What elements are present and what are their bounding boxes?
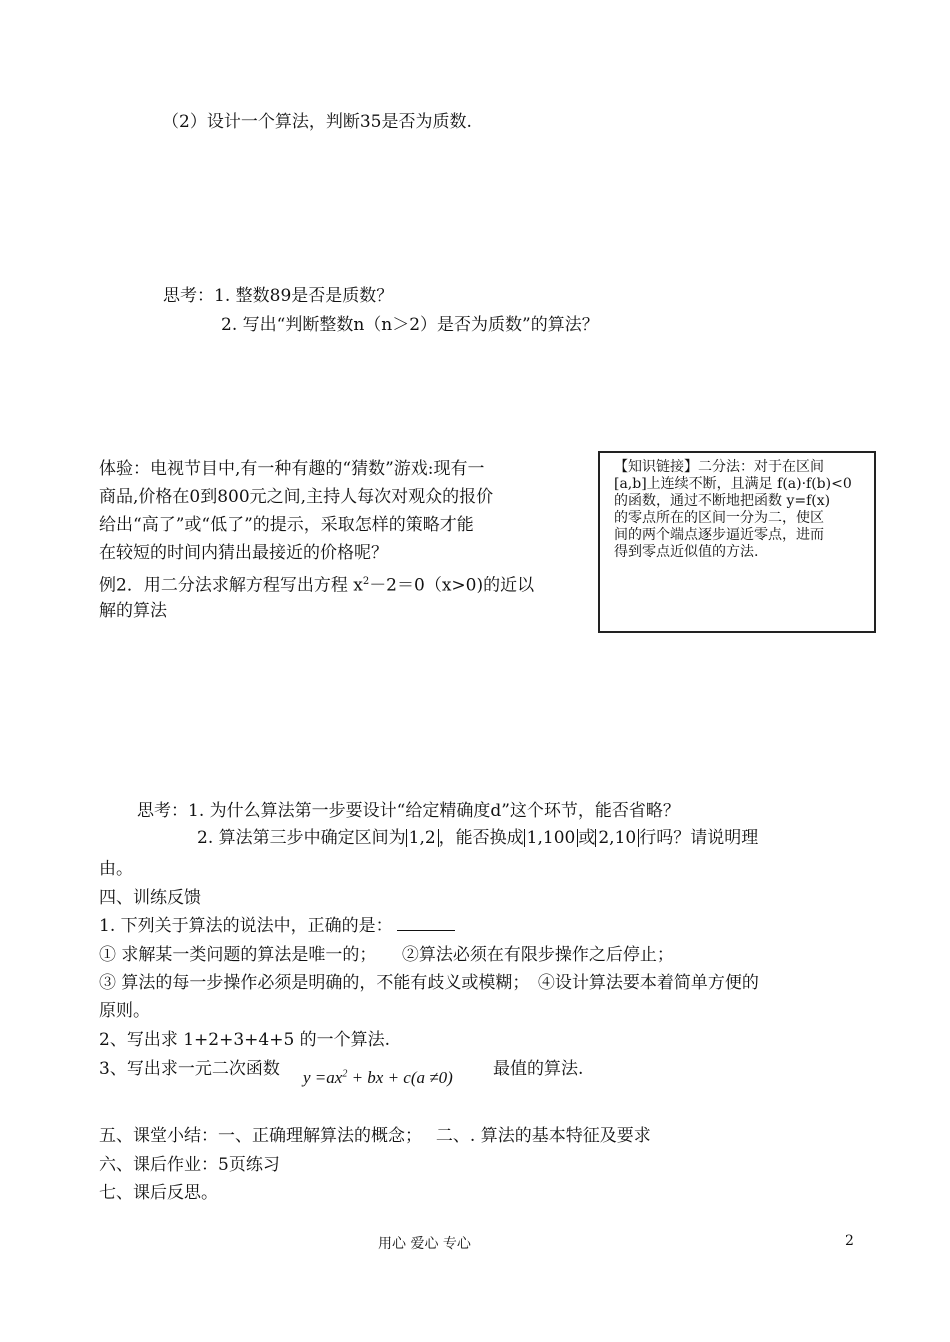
options-1-2: ① 求解某一类问题的算法是唯一的； ②算法必须在有限步操作之后停止； (99, 945, 674, 965)
think-2-line-1: 思考：1. 为什么算法第一步要设计“给定精确度d”这个环节，能否省略？ (137, 801, 680, 821)
think-2-text-c: 或 (578, 828, 596, 848)
section-6-homework: 六、课后作业：5页练习 (99, 1155, 280, 1175)
exercise-1-text: 1. 下列关于算法的说法中，正确的是： (99, 916, 393, 936)
section-5-summary: 五、课堂小结：一、正确理解算法的概念； 二、. 算法的基本特征及要求 (99, 1126, 651, 1146)
formula-part-b: + bx + c(a ≠0) (347, 1068, 453, 1087)
experience-line-3: 给出“高了”或“低了”的提示，采取怎样的策略才能 (99, 515, 474, 535)
answer-blank[interactable] (397, 914, 455, 931)
think-2-line-3: 由。 (99, 859, 133, 879)
exercise-2: 2、写出求 1+2+3+4+5 的一个算法. (99, 1030, 391, 1050)
formula-superscript: 2 (342, 1068, 348, 1080)
options-4-cont: 原则。 (99, 1001, 150, 1021)
interval-1-2: 1,2 (406, 829, 439, 847)
experience-line-1: 体验：电视节目中,有一种有趣的“猜数”游戏:现有一 (99, 459, 485, 479)
think-2-text-b: ，能否换成 (438, 828, 524, 848)
think-2-line-2 (197, 826, 758, 850)
example-2-line-2: 解的算法 (99, 601, 167, 621)
knowledge-line-2: [a,b]上连续不断，且满足 f(a)·f(b)<0 (614, 476, 852, 492)
exercise-3-text: 3、写出求一元二次函数 (99, 1059, 280, 1079)
page-number: 2 (845, 1233, 854, 1249)
knowledge-link-box (598, 451, 876, 633)
exercise-1 (99, 914, 455, 938)
experience-line-4: 在较短的时间内猜出最接近的价格呢？ (99, 543, 388, 563)
knowledge-line-1: 【知识链接】二分法：对于在区间 (614, 459, 824, 475)
example-2-line-1 (99, 570, 534, 598)
think-2-text-a: 2. 算法第三步中确定区间为 (197, 828, 406, 848)
formula-part-a: y =ax (303, 1068, 343, 1087)
example-2-text-a: 例2．用二分法求解方程写出方程 x (99, 575, 363, 596)
think-2-text-d: 行吗？请说明理 (639, 828, 759, 848)
question-2: （2）设计一个算法，判断35是否为质数. (162, 112, 472, 132)
experience-line-2: 商品,价格在0到800元之间,主持人每次对观众的报价 (99, 487, 494, 507)
interval-2-10: 2,10 (595, 829, 639, 847)
interval-1-100: 1,100 (524, 829, 579, 847)
example-2-text-b: －2＝0（x>0)的近以 (369, 575, 535, 596)
quadratic-formula (303, 1068, 453, 1088)
options-3-4: ③ 算法的每一步操作必须是明确的，不能有歧义或模糊； ④设计算法要本着简单方便的 (99, 973, 759, 993)
section-7-reflection: 七、课后反思。 (99, 1183, 218, 1203)
knowledge-line-4: 的零点所在的区间一分为二，使区 (614, 510, 824, 526)
knowledge-line-5: 间的两个端点逐步逼近零点，进而 (614, 527, 824, 543)
section-4-title: 四、训练反馈 (99, 888, 201, 908)
think-1-line-2: 2. 写出“判断整数n（n＞2）是否为质数”的算法？ (221, 315, 599, 335)
knowledge-line-6: 得到零点近似值的方法. (614, 544, 759, 560)
exercise-3-suffix: 最值的算法. (493, 1059, 584, 1079)
footer-motto: 用心 爱心 专心 (378, 1236, 471, 1252)
think-1-line-1: 思考：1. 整数89是否是质数？ (163, 286, 394, 306)
example-2-superscript: 2 (362, 576, 370, 587)
knowledge-line-3: 的函数，通过不断地把函数 y=f(x) (614, 493, 831, 509)
